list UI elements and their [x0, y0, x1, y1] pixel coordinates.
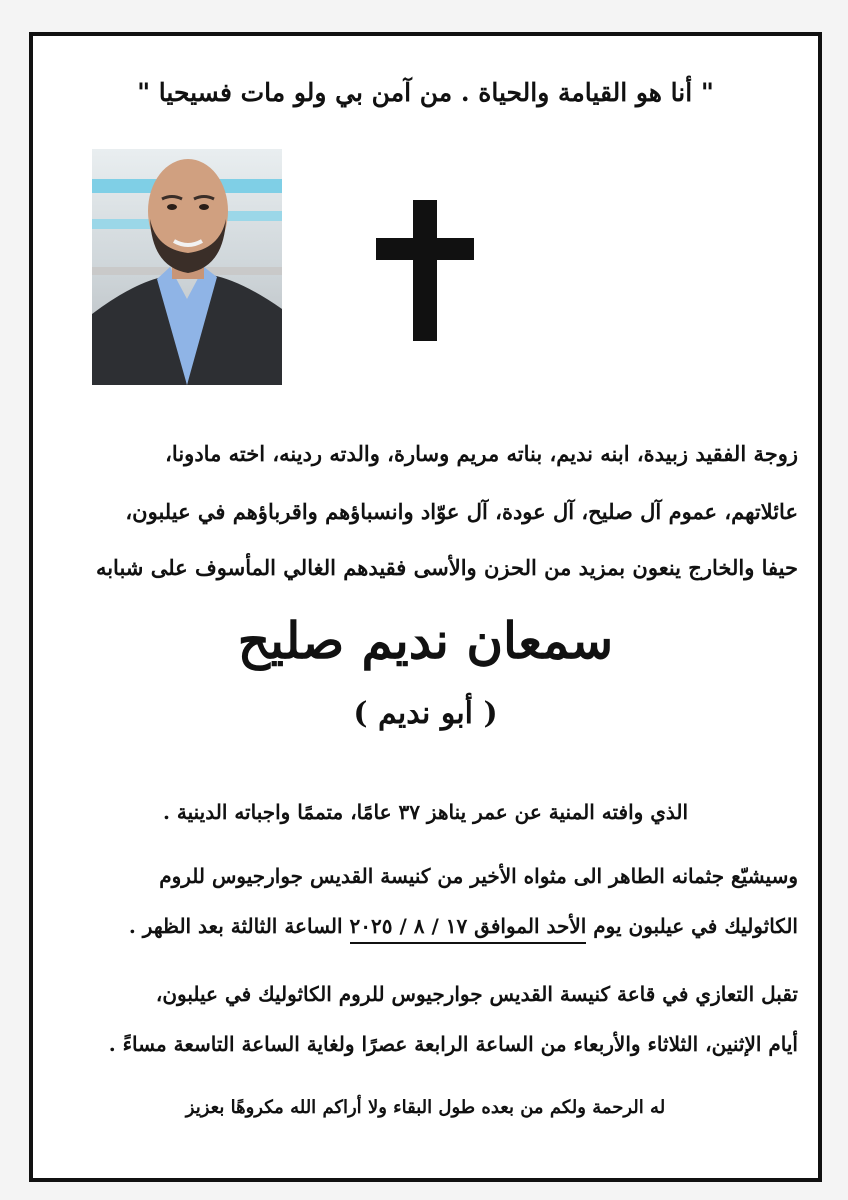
condolence-line-2: أيام الإثنين، الثلاثاء والأربعاء من الساعة الرابعة عصرًا ولغاية الساعة التاسعة مساءً . — [108, 1032, 798, 1056]
obituary-notice — [29, 32, 822, 1182]
intro-line-1: زوجة الفقيد زبيدة، ابنه نديم، بناته مريم وسارة، والدته ردينه، اخته مادونا، — [165, 441, 798, 466]
funeral-time: الساعة الثالثة بعد الظهر . — [128, 914, 350, 938]
bible-verse: " أنا هو القيامة والحياة . من آمن بي ولو مات فسيحيا " — [137, 78, 714, 107]
funeral-line-2 — [53, 914, 798, 938]
funeral-date: الأحد الموافق ١٧ / ٨ / ٢٠٢٥ — [350, 914, 587, 944]
portrait-image — [92, 149, 282, 385]
funeral-line-1: وسيشيّع جثمانه الطاهر الى مثواه الأخير من كنيسة القديس جوارجيوس للروم — [159, 864, 798, 888]
intro-line-3: حيفا والخارج ينعون بمزيد من الحزن والأسى فقيدهم الغالي المأسوف على شبابه — [95, 555, 798, 580]
cross-icon — [376, 200, 474, 341]
deceased-nickname: ( أبو نديم ) — [353, 696, 498, 731]
closing-phrase: له الرحمة ولكم من بعده طول البقاء ولا أراكم الله مكروهًا بعزيز — [185, 1097, 666, 1118]
condolence-line-1: تقبل التعازي في قاعة كنيسة القديس جوارجيوس للروم الكاثوليك في عيلبون، — [155, 982, 798, 1006]
funeral-day-label: الكاثوليك في عيلبون يوم — [586, 914, 798, 938]
age-line: الذي وافته المنية عن عمر يناهز ٣٧ عامًا، متممًا واجباته الدينية . — [162, 800, 689, 824]
intro-line-2: عائلاتهم، عموم آل صليح، آل عودة، آل عوّاد وانسباؤهم واقرباؤهم في عيلبون، — [125, 499, 798, 524]
deceased-name: سمعان نديم صليح — [237, 611, 614, 670]
portrait-photo — [92, 149, 282, 385]
